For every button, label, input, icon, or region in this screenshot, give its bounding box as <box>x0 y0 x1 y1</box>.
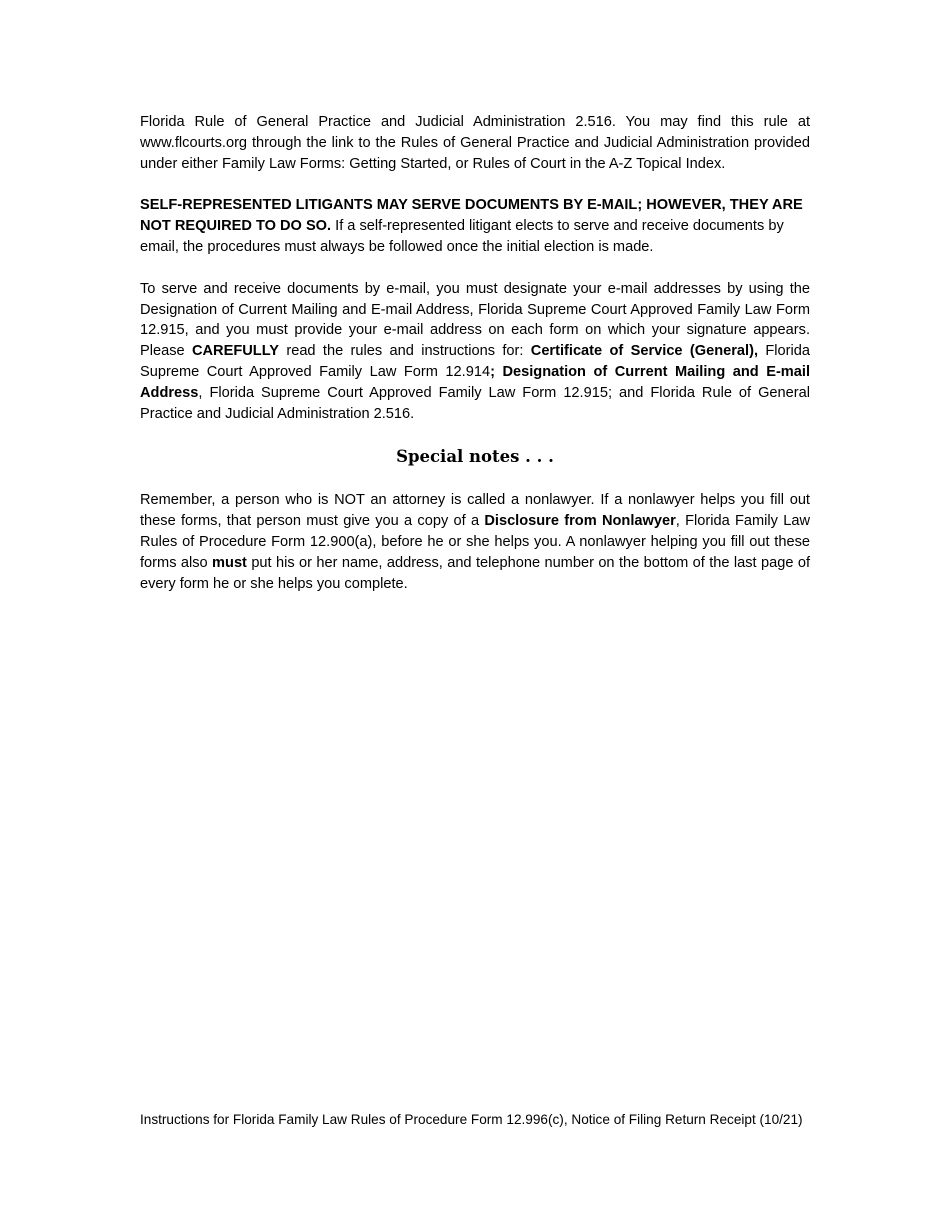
nonlawyer-text-1: Remember, a person who is NOT an attorney is called a nonlawyer. If a nonlawyer helps you fill out these forms, that person must give you a copy of a <box>140 492 810 530</box>
disclosure-bold: Disclosure from Nonlawyer <box>484 513 676 530</box>
rule-reference-paragraph <box>140 112 810 174</box>
nonlawyer-paragraph <box>140 490 810 594</box>
email-designation-paragraph <box>140 279 810 425</box>
nonlawyer-text-3: put his or her name, address, and telephone number on the bottom of the last page of every form he or she helps you complete. <box>140 554 810 592</box>
designation-form-bold: ; Designation of Current Mailing and E-mail Address <box>140 363 811 401</box>
certificate-of-service-bold: Certificate of Service (General), <box>530 343 759 360</box>
designation-text-2: read the rules and instructions for: <box>279 343 531 360</box>
email-service-text: If a self-represented litigant elects to serve and receive documents by email, the procedures must always be followed once the initial election is made. <box>140 218 784 255</box>
email-service-bold-lead: SELF-REPRESENTED LITIGANTS MAY SERVE DOCUMENTS BY E-MAIL; HOWEVER, THEY ARE NOT REQUIRED TO DO SO. <box>140 197 803 235</box>
special-notes-heading: Special notes . . . <box>396 447 554 467</box>
rule-reference-text: Florida Rule of General Practice and Judicial Administration 2.516. You may find this rule at www.flcourts.org through the link to the Rules of General Practice and Judicial Administration provided under either Family Law Forms: Getting Started, or Rules of Court in the A-Z Topical Index. <box>140 114 810 172</box>
email-service-paragraph <box>140 195 810 257</box>
designation-text-3: Florida Supreme Court Approved Family Law Form 12.914 <box>140 343 810 380</box>
document-body <box>140 112 810 615</box>
designation-text-4: , Florida Supreme Court Approved Family Law Form 12.915; and Florida Rule of General Practice and Judicial Administration 2.516. <box>140 384 810 422</box>
designation-text-1: To serve and receive documents by e-mail, you must designate your e-mail addresses by using the Designation of Current Mailing and E-mail Address, Florida Supreme Court Approved Family Law Form 12.915, and you must provide your e-mail address on each form on which your signature appears. Please <box>140 280 810 360</box>
carefully-bold: CAREFULLY <box>191 343 279 360</box>
page-footer: Instructions for Florida Family Law Rules of Procedure Form 12.996(c), Notice of Filing Return Receipt (10/21) <box>140 1112 803 1127</box>
nonlawyer-text-2: , Florida Family Law Rules of Procedure Form 12.900(a), before he or she helps you. A nonlawyer helping you fill out these forms also <box>140 513 810 571</box>
must-bold: must <box>212 554 247 571</box>
